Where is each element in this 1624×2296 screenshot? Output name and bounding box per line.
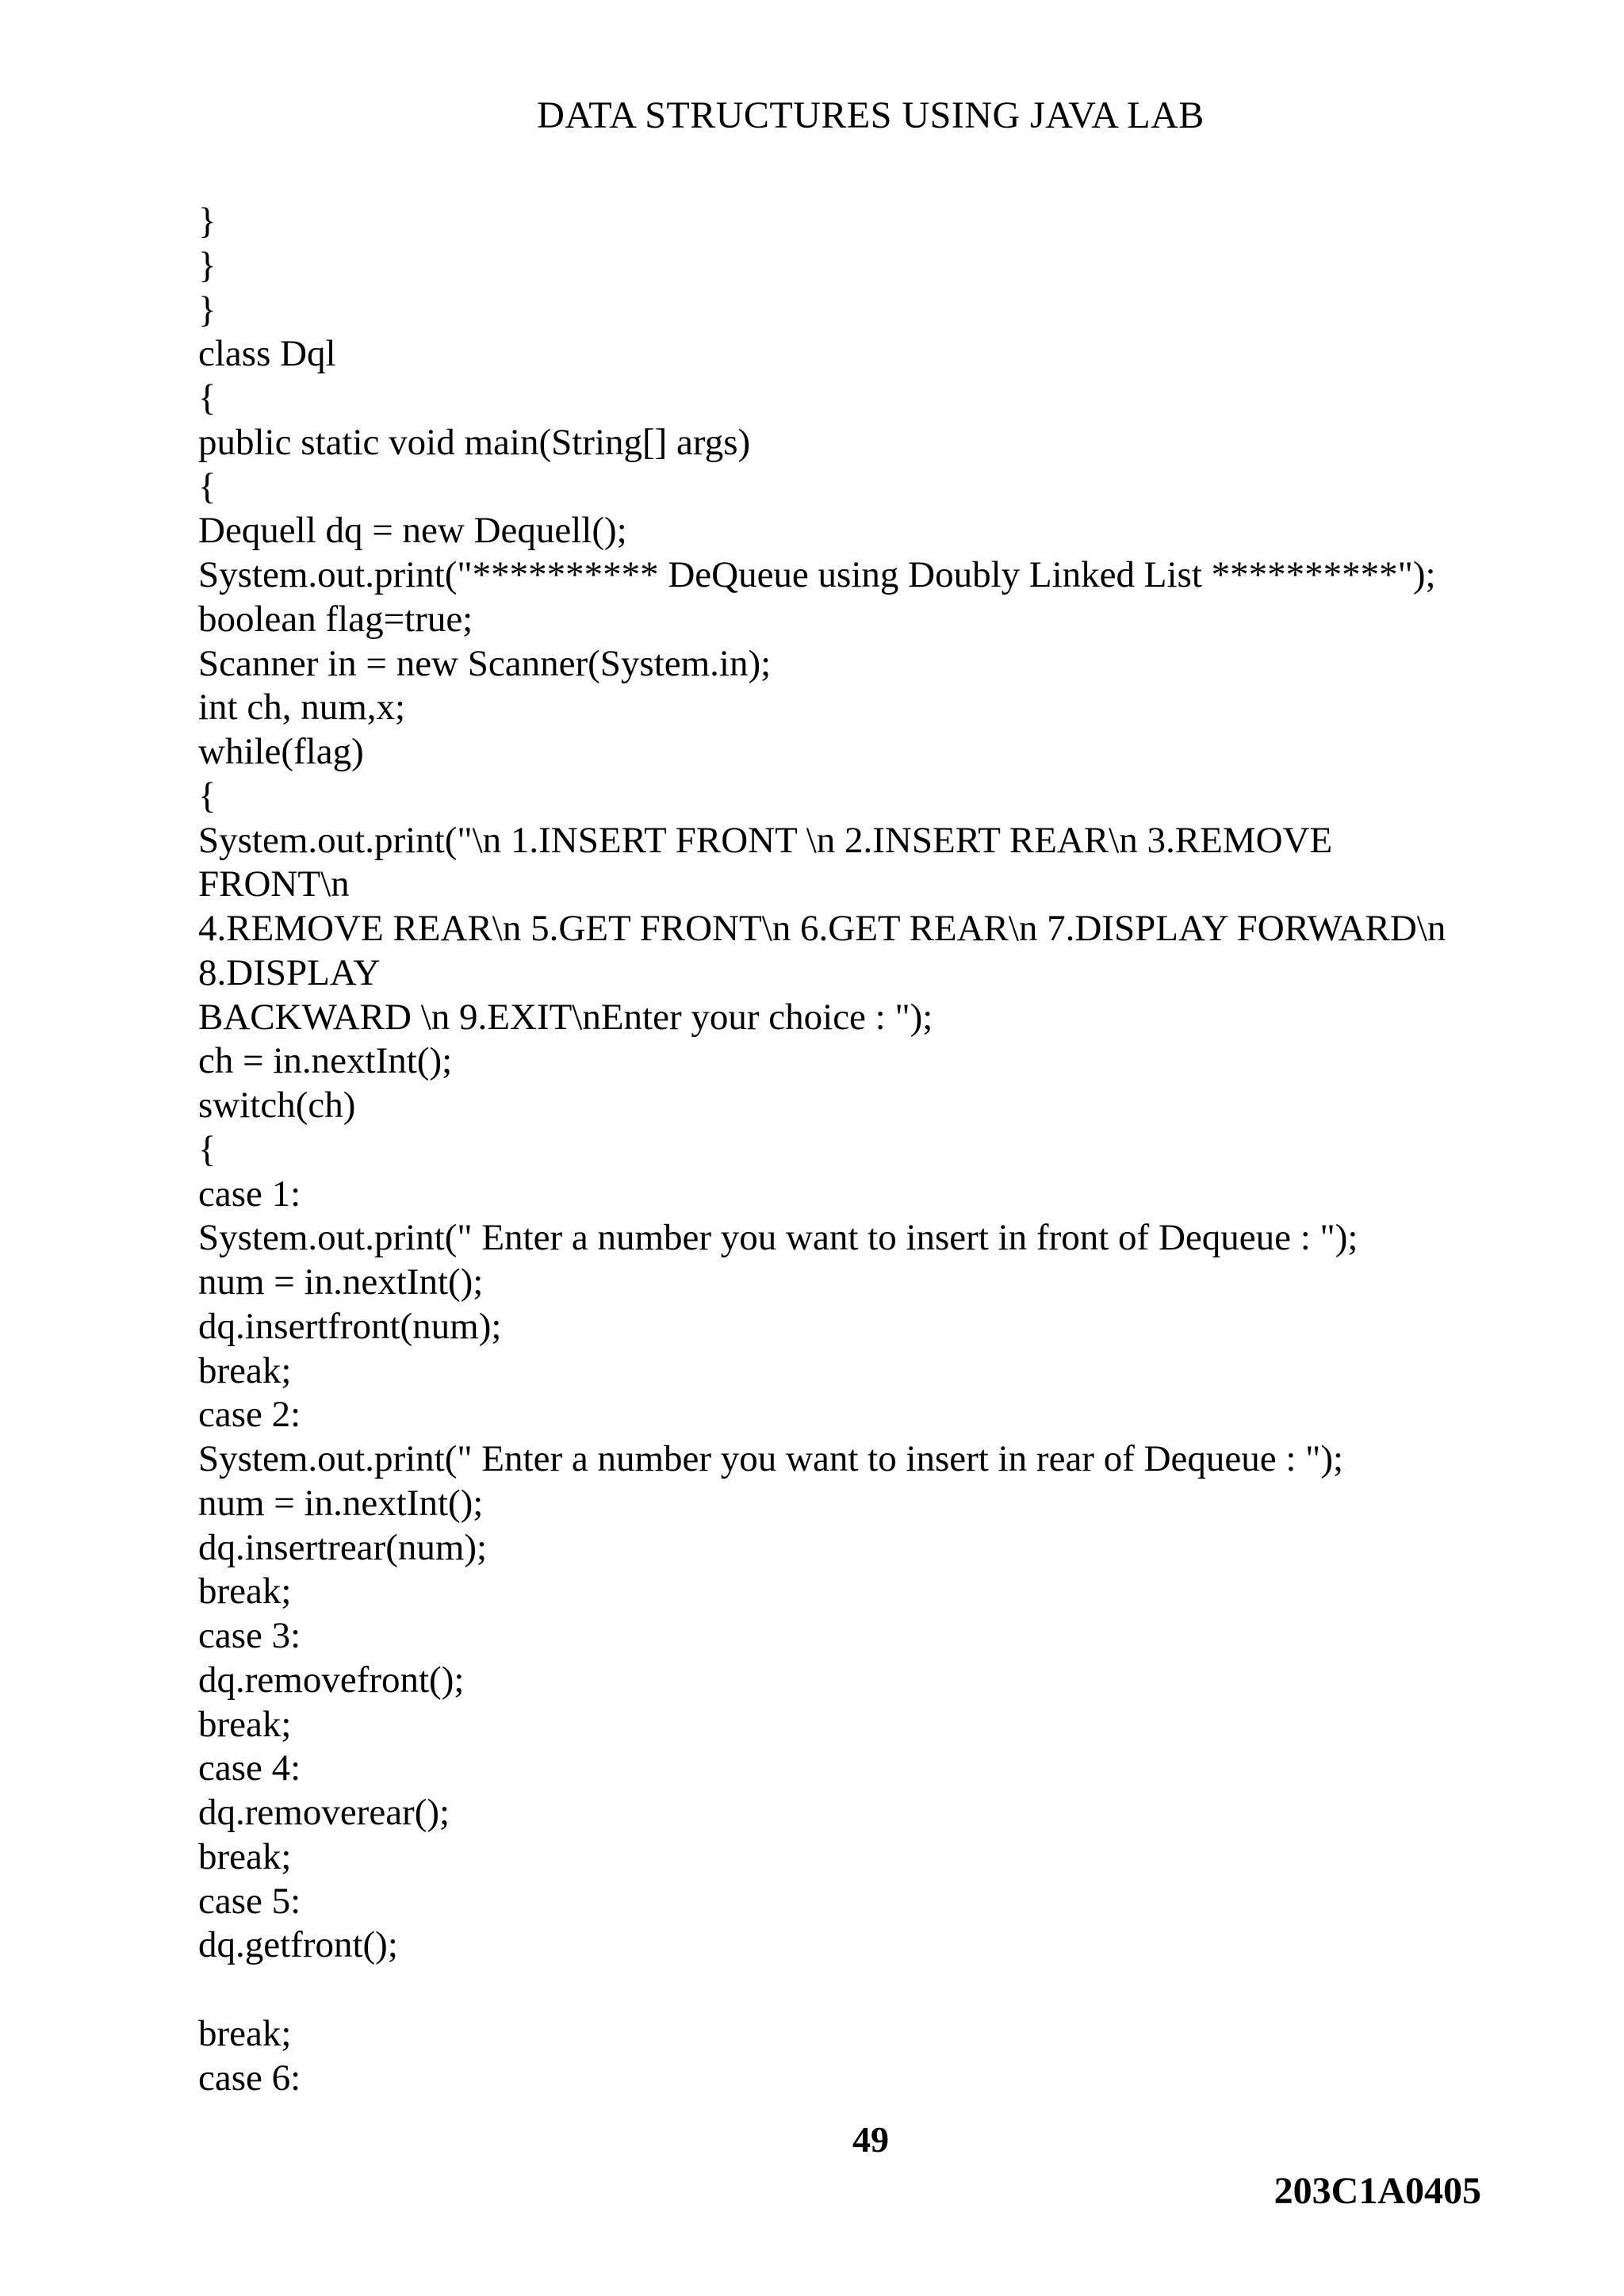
code-listing bbox=[198, 200, 1594, 2100]
code-line: System.out.print(" Enter a number you want to insert in front of Dequeue : "); bbox=[198, 1217, 1358, 1259]
code-line: Scanner in = new Scanner(System.in); bbox=[198, 642, 772, 684]
code-line: dq.removefront(); bbox=[198, 1659, 465, 1701]
code-line: dq.insertfront(num); bbox=[198, 1305, 502, 1347]
code-line: while(flag) bbox=[198, 731, 364, 772]
code-line: case 3: bbox=[198, 1615, 301, 1656]
code-line: ch = in.nextInt(); bbox=[198, 1040, 453, 1082]
code-line: num = in.nextInt(); bbox=[198, 1482, 484, 1524]
code-line: break; bbox=[198, 2012, 292, 2054]
code-line: public static void main(String[] args) bbox=[198, 421, 751, 463]
code-line: Dequell dq = new Dequell(); bbox=[198, 510, 627, 552]
code-line: } bbox=[198, 201, 216, 242]
code-line: class Dql bbox=[198, 333, 336, 375]
student-id: 203C1A0405 bbox=[1274, 2170, 1481, 2212]
code-line: FRONT\n bbox=[198, 863, 350, 905]
code-line: case 4: bbox=[198, 1747, 301, 1789]
code-line: case 6: bbox=[198, 2057, 301, 2099]
code-line: break; bbox=[198, 1835, 292, 1877]
code-line: switch(ch) bbox=[198, 1085, 356, 1126]
code-line: num = in.nextInt(); bbox=[198, 1261, 484, 1303]
code-line: { bbox=[198, 1128, 216, 1170]
code-line: System.out.print("********** DeQueue using Doubly Linked List **********"); bbox=[198, 554, 1436, 595]
page-number: 49 bbox=[852, 2119, 889, 2160]
code-line: 8.DISPLAY bbox=[198, 951, 381, 993]
code-line: { bbox=[198, 377, 216, 419]
code-line: dq.removerear(); bbox=[198, 1792, 450, 1833]
code-line: break; bbox=[198, 1571, 292, 1613]
code-line: } bbox=[198, 244, 216, 286]
code-line: case 5: bbox=[198, 1880, 301, 1922]
code-line: dq.insertrear(num); bbox=[198, 1526, 488, 1568]
code-line: BACKWARD \n 9.EXIT\nEnter your choice : "); bbox=[198, 996, 933, 1038]
code-line: boolean flag=true; bbox=[198, 598, 473, 640]
code-line: { bbox=[198, 775, 216, 817]
code-line: 4.REMOVE REAR\n 5.GET FRONT\n 6.GET REAR\n 7.DISPLAY FORWARD\n bbox=[198, 908, 1446, 949]
code-line: break; bbox=[198, 1349, 292, 1391]
code-line: case 1: bbox=[198, 1173, 301, 1215]
code-line: System.out.print(" Enter a number you want to insert in rear of Dequeue : "); bbox=[198, 1438, 1344, 1479]
code-line: dq.getfront(); bbox=[198, 1924, 398, 1966]
code-line: { bbox=[198, 465, 216, 507]
code-line: int ch, num,x; bbox=[198, 687, 406, 729]
code-line bbox=[198, 1968, 1594, 2012]
code-line: case 2: bbox=[198, 1394, 301, 1436]
page-header: DATA STRUCTURES USING JAVA LAB bbox=[537, 94, 1205, 136]
code-line: System.out.print("\n 1.INSERT FRONT \n 2.INSERT REAR\n 3.REMOVE bbox=[198, 819, 1333, 861]
code-line: } bbox=[198, 289, 216, 331]
code-line: break; bbox=[198, 1703, 292, 1745]
